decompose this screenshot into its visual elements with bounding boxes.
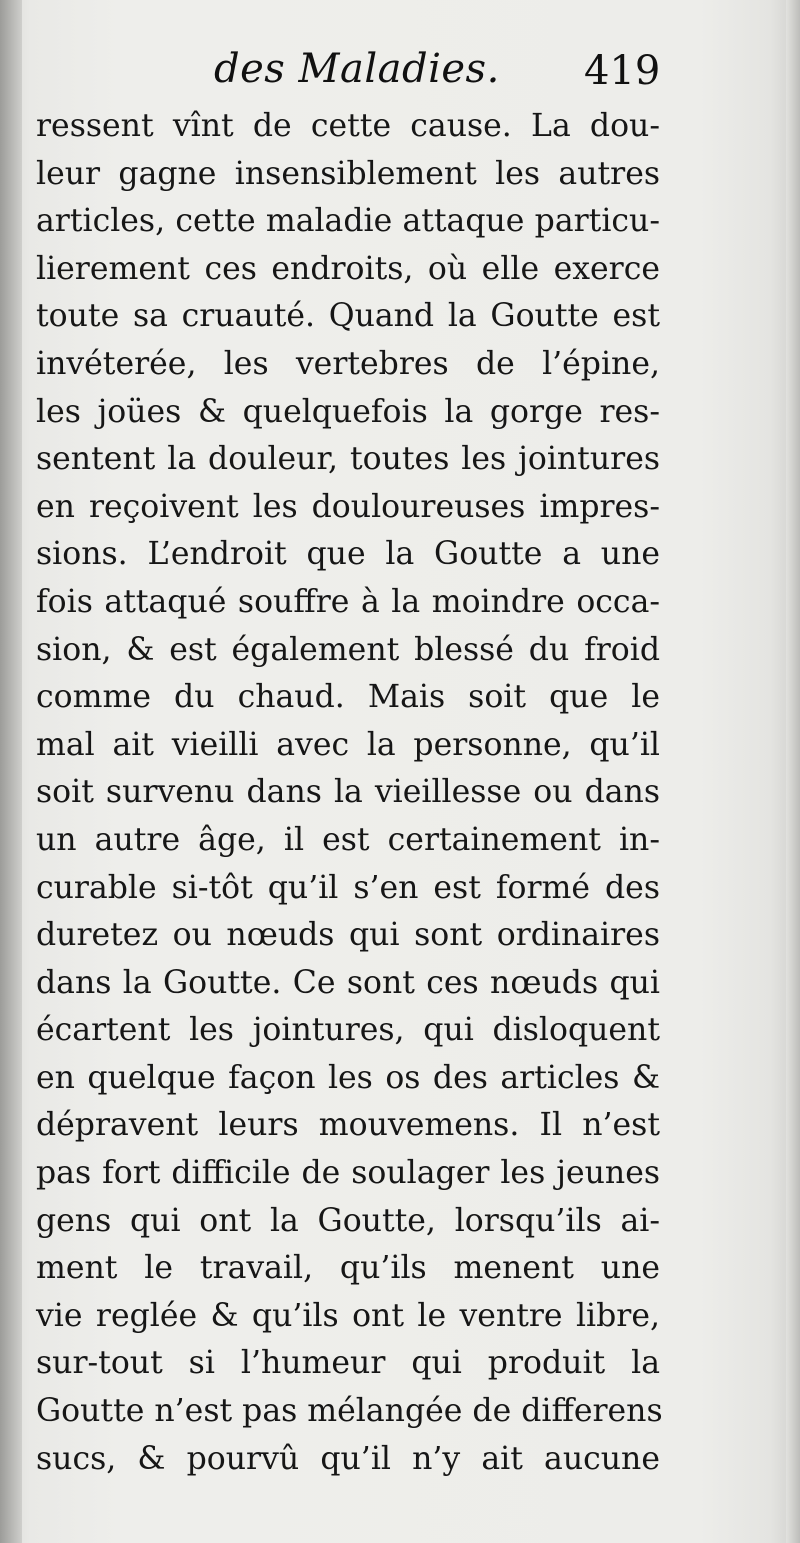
- text-line: sion, & est également blessé du froid: [36, 631, 660, 668]
- text-line: vie reglée & qu’ils ont le ventre libre,: [36, 1297, 660, 1334]
- page-edge-shadow: [786, 0, 800, 1543]
- body-text: [36, 103, 663, 1483]
- text-line: ressent vînt de cette cause. La dou-: [36, 108, 660, 144]
- text-line: fois attaqué souffre à la moindre occa-: [36, 583, 660, 620]
- text-line: dans la Goutte. Ce sont ces nœuds qui: [36, 964, 660, 1001]
- text-line: soit survenu dans la vieillesse ou dans: [36, 774, 660, 811]
- text-line: comme du chaud. Mais soit que le: [36, 679, 660, 716]
- text-line: dépravent leurs mouvemens. Il n’est: [36, 1107, 660, 1144]
- text-line: en quelque façon les os des articles &: [36, 1059, 660, 1096]
- text-line: gens qui ont la Goutte, lorsqu’ils ai-: [36, 1202, 660, 1239]
- text-line: sur-tout si l’humeur qui produit la: [36, 1345, 660, 1382]
- text-line: un autre âge, il est certainement in-: [36, 821, 660, 858]
- text-line: Goutte n’est pas mélangée de differens: [36, 1393, 663, 1430]
- text-line: articles, cette maladie attaque particu-: [36, 203, 660, 240]
- text-line: leur gagne insensiblement les autres: [36, 155, 660, 192]
- text-line: pas fort difficile de soulager les jeunes: [36, 1155, 660, 1192]
- text-line: sentent la douleur, toutes les jointures: [36, 441, 660, 478]
- text-line: les joües & quelquefois la gorge res-: [36, 393, 660, 430]
- text-line: ment le travail, qu’ils menent une: [36, 1250, 660, 1287]
- text-line: écartent les jointures, qui disloquent: [36, 1012, 660, 1049]
- text-line: lierement ces endroits, où elle exerce: [36, 250, 660, 287]
- page-number: 419: [584, 48, 661, 94]
- page-gutter-shadow: [0, 0, 22, 1543]
- text-line: invéterée, les vertebres de l’épine,: [36, 345, 660, 382]
- text-line: sions. L’endroit que la Goutte a une: [36, 536, 660, 573]
- text-line: en reçoivent les douloureuses impres-: [36, 488, 660, 525]
- text-line: duretez ou nœuds qui sont ordinaires: [36, 917, 660, 954]
- running-title: des Maladies.: [214, 46, 500, 92]
- text-line: curable si-tôt qu’il s’en est formé des: [36, 869, 660, 906]
- text-line: toute sa cruauté. Quand la Goutte est: [36, 298, 660, 335]
- text-line: mal ait vieilli avec la personne, qu’il: [36, 726, 660, 763]
- text-line: sucs, & pourvû qu’il n’y ait aucune: [36, 1440, 660, 1477]
